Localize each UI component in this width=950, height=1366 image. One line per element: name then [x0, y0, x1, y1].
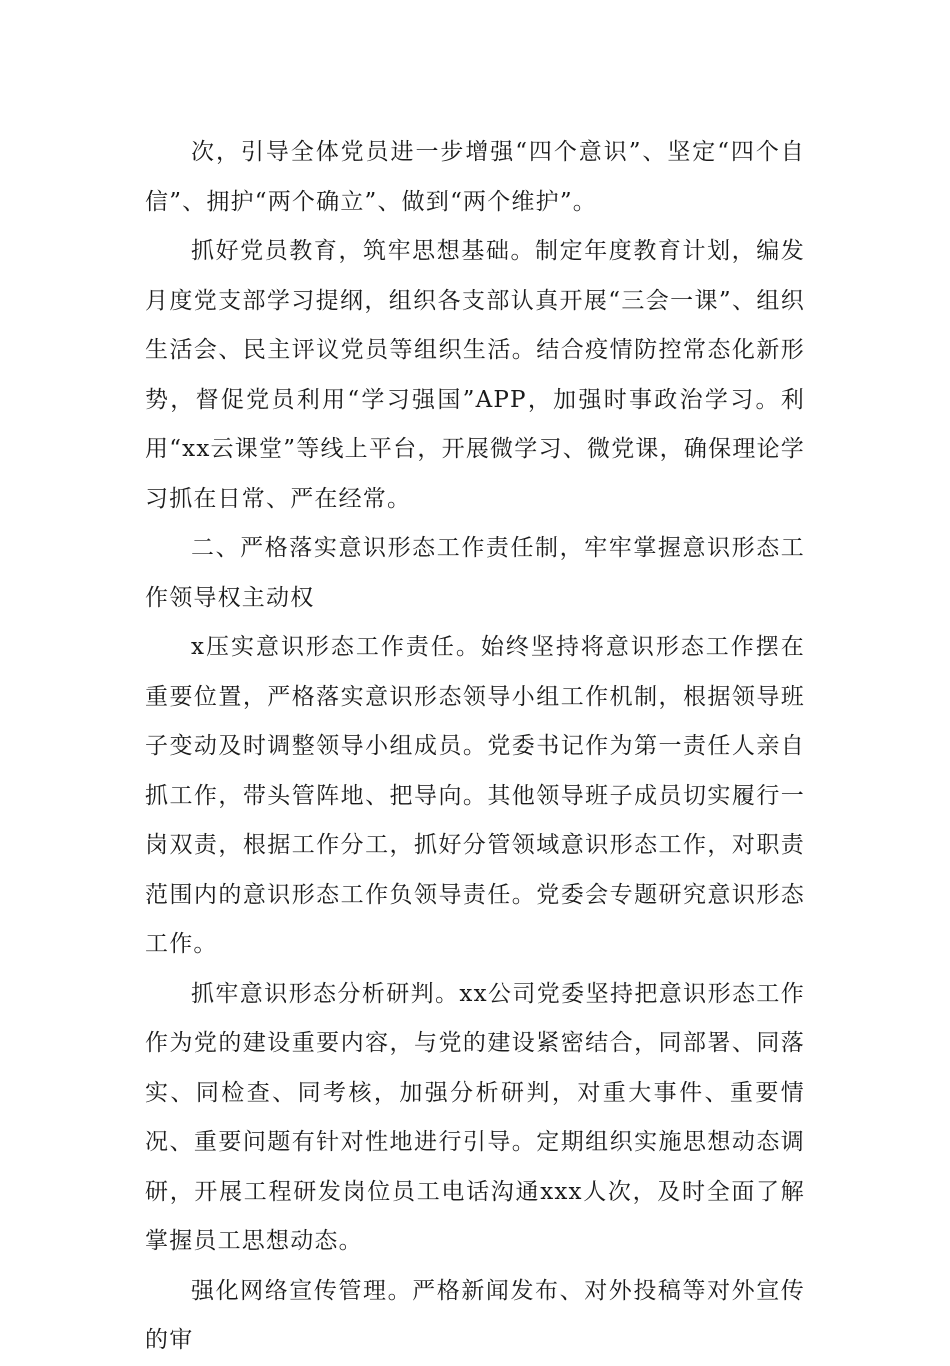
paragraph-analysis: 抓牢意识形态分析研判。xx公司党委坚持把意识形态工作作为党的建设重要内容，与党的建设紧密结合，同部署、同落实、同检查、同考核，加强分析研判，对重大事件、重要情况、重要问题有针对性地进行引导。定期组织实施思想动态调研，开展工程研发岗位员工电话沟通xxx人次，及时全面了解掌握员工思想动态。	[145, 980, 805, 1254]
paragraph-network-publicity: 强化网络宣传管理。严格新闻发布、对外投稿等对外宣传的审	[145, 1277, 805, 1353]
document-body	[145, 128, 805, 1366]
section-heading-two: 二、严格落实意识形态工作责任制，牢牢掌握意识形态工作领导权主动权	[145, 535, 805, 611]
paragraph-continuation: 次，引导全体党员进一步增强“四个意识”、坚定“四个自信”、拥护“两个确立”、做到“两个维护”。	[145, 139, 805, 215]
paragraph-responsibility: x压实意识形态工作责任。始终坚持将意识形态工作摆在重要位置，严格落实意识形态领导小组工作机制，根据领导班子变动及时调整领导小组成员。党委书记作为第一责任人亲自抓工作，带头管阵地、把导向。其他领导班子成员切实履行一岗双责，根据工作分工，抓好分管领域意识形态工作，对职责范围内的意识形态工作负领导责任。党委会专题研究意识形态工作。	[145, 634, 805, 957]
paragraph-party-education: 抓好党员教育，筑牢思想基础。制定年度教育计划，编发月度党支部学习提纲，组织各支部认真开展“三会一课”、组织生活会、民主评议党员等组织生活。结合疫情防控常态化新形势，督促党员利用“学习强国”APP，加强时事政治学习。利用“xx云课堂”等线上平台，开展微学习、微党课，确保理论学习抓在日常、严在经常。	[145, 238, 805, 512]
